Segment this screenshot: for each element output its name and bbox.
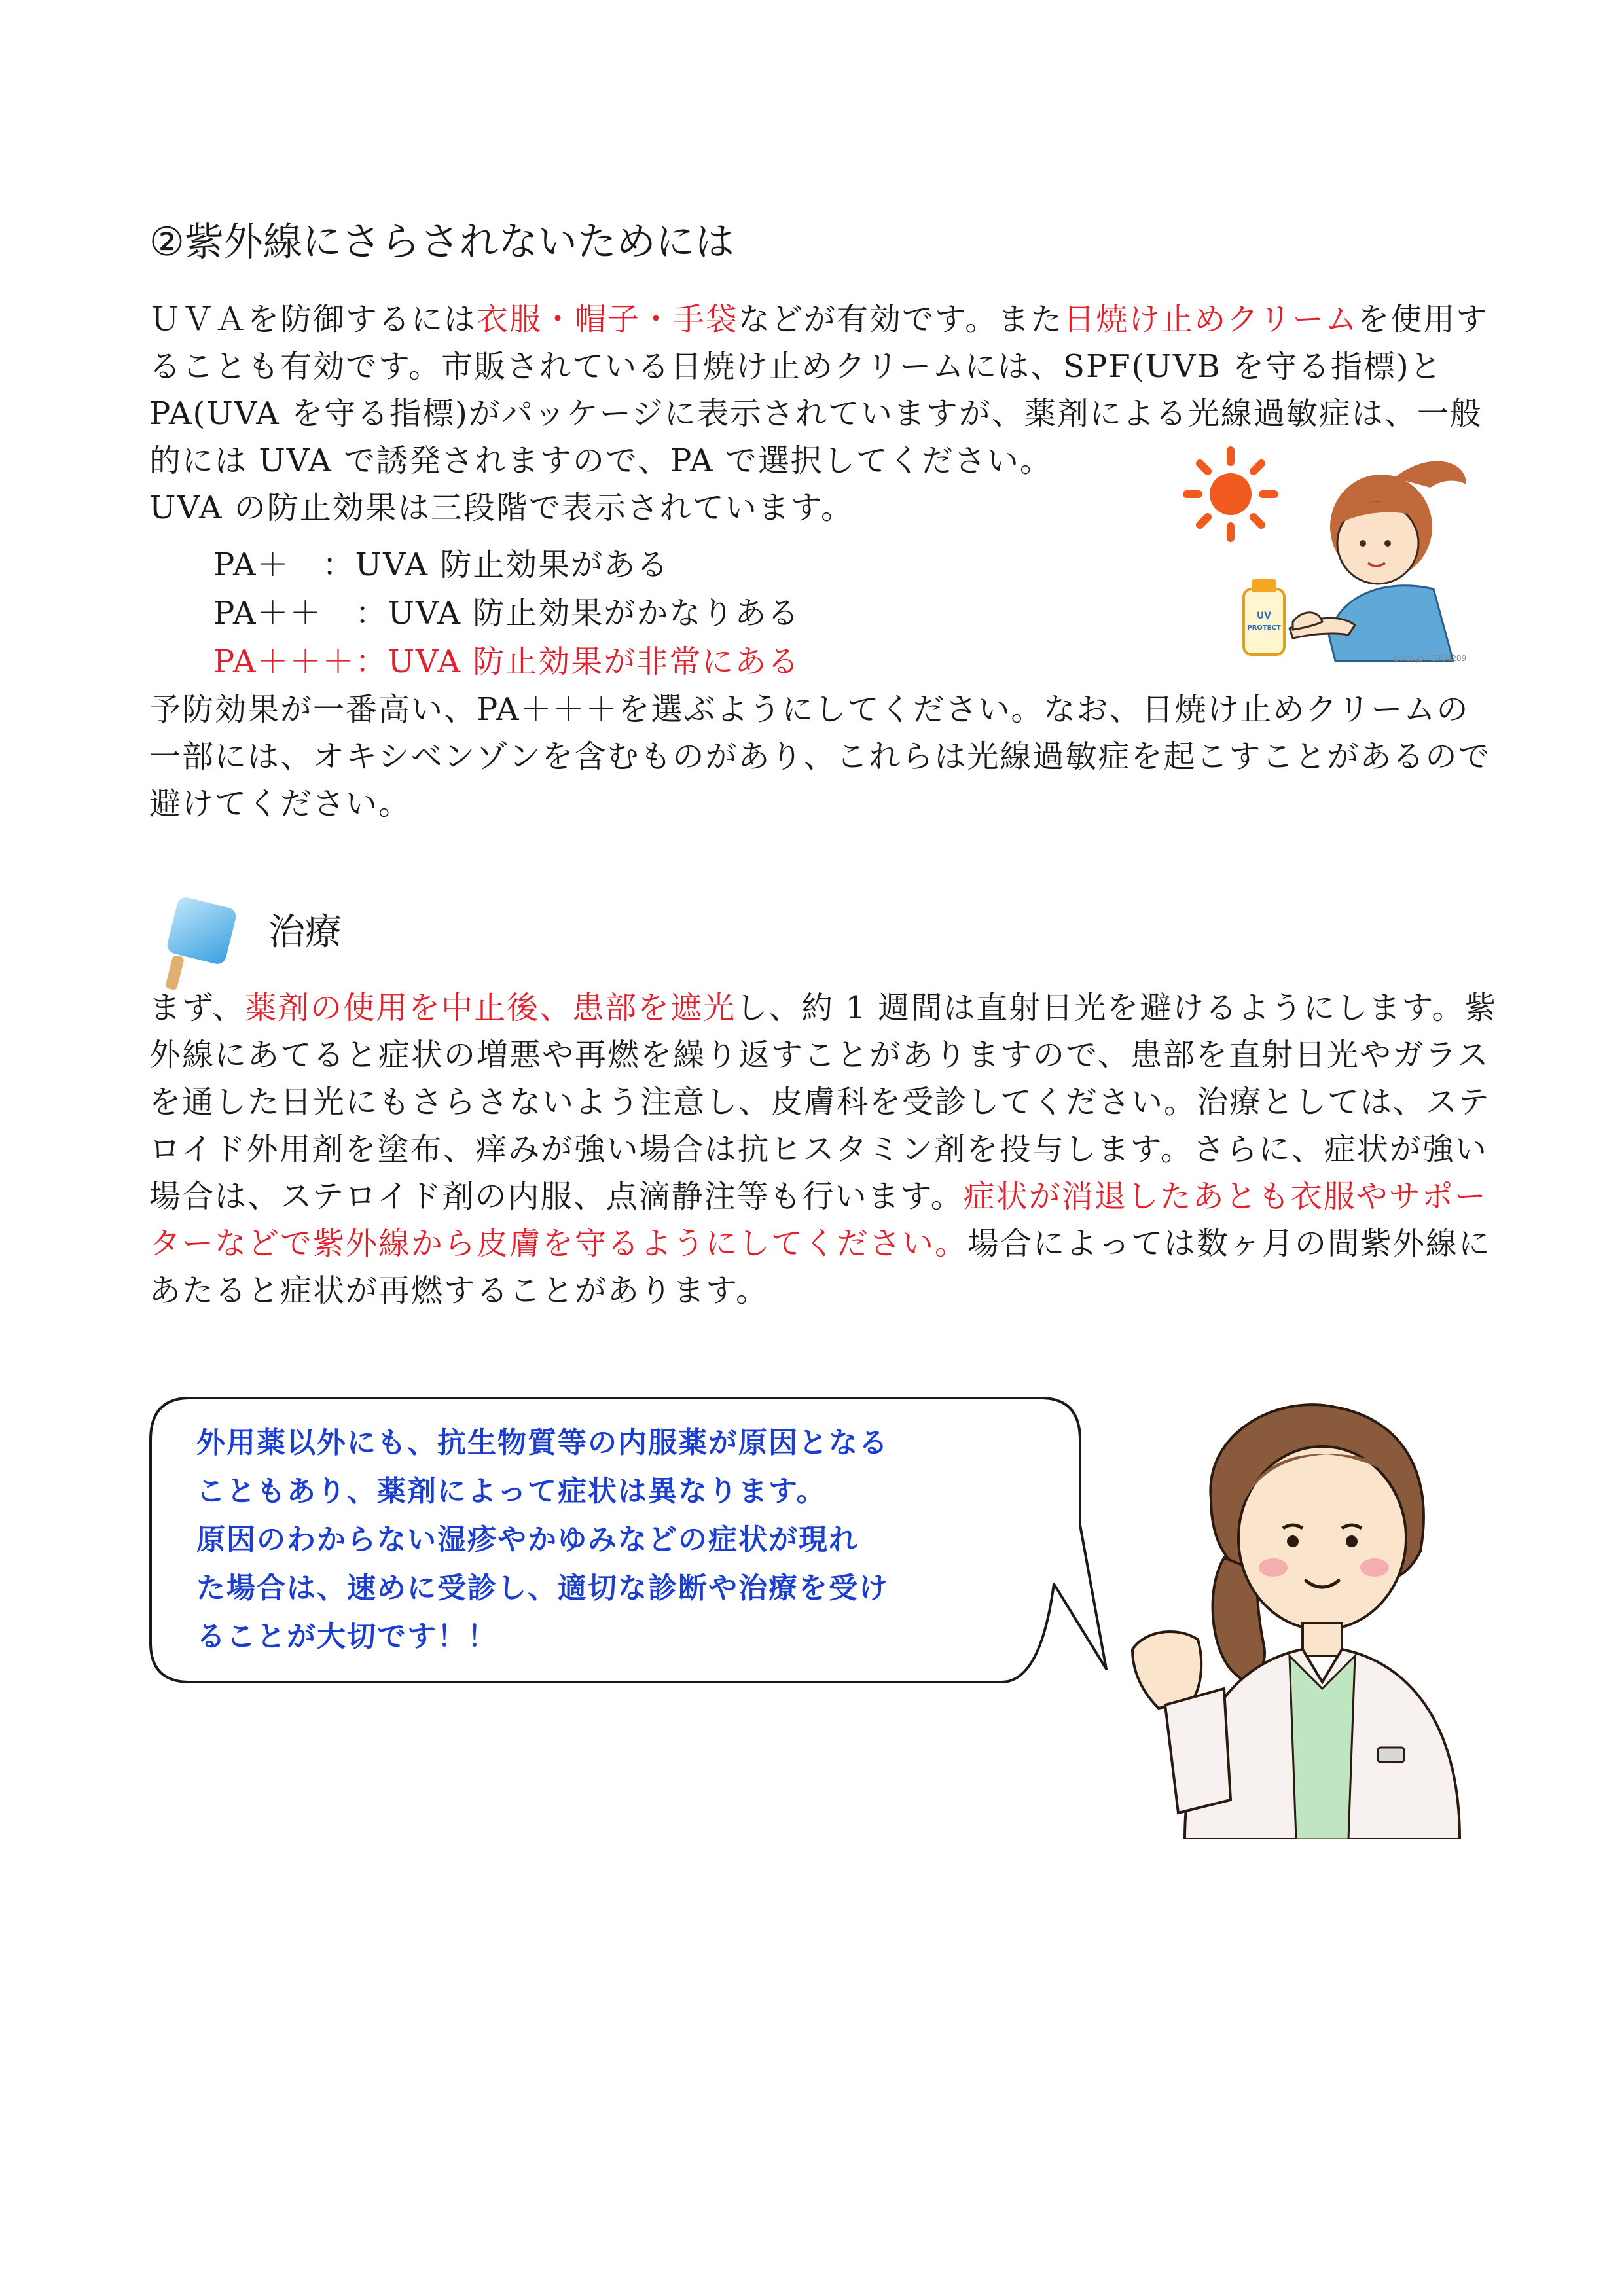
- text-line: 一部には、オキシベンゾンを含むものがあり、これらは光線過敏症を起こすことがあるので: [149, 738, 1491, 775]
- text-line: PA(UVA を守る指標)がパッケージに表示されていますが、薬剤による光線過敏症は、一般: [149, 395, 1483, 432]
- bubble-line: 原因のわからない湿疹やかゆみなどの症状が現れ: [196, 1523, 859, 1556]
- pa-level-list: [213, 541, 800, 686]
- text-line: 避けてください。: [149, 785, 412, 822]
- highlight-protect-skin: ターなどで紫外線から皮膚を守るようにしてください。: [149, 1225, 968, 1262]
- image-credit: pixta.jp - 2784209: [1394, 654, 1467, 663]
- woman-applying-sunscreen: [1290, 461, 1466, 661]
- treatment-paragraph: [149, 984, 1498, 1314]
- text-line: [149, 984, 1498, 1031]
- bubble-line: こともあり、薬剤によって症状は異なります。: [196, 1475, 827, 1508]
- uv-paragraph-2: [149, 686, 1491, 827]
- section-heading-uv: ②紫外線にさらされないためには: [149, 219, 734, 265]
- text-run: ＵＶＡを防御するには: [149, 301, 477, 338]
- text-line: 的には UVA で誘発されますので、PA で選択してください。: [149, 442, 1053, 479]
- text-line: 予防効果が一番高い、PA＋＋＋を選ぶようにしてください。なお、日焼け止めクリームの: [149, 691, 1470, 728]
- text-line: あたると症状が再燃することがあります。: [149, 1272, 769, 1309]
- highlight-stop-drug: 薬剤の使用を中止後、患部を遮光: [245, 990, 736, 1026]
- svg-text:PROTECT: PROTECT: [1247, 624, 1281, 632]
- pa-level-1: PA＋ ：UVA 防止効果がある: [213, 547, 670, 583]
- pa-level-2: PA＋＋ ：UVA 防止効果がかなりある: [213, 595, 801, 632]
- svg-text:UV: UV: [1256, 611, 1272, 621]
- text-line: UVA の防止効果は三段階で表示されています。: [149, 490, 854, 526]
- text-line: [149, 1220, 1492, 1267]
- popsicle-icon: [157, 884, 249, 995]
- section-heading-treatment: 治療: [268, 911, 342, 954]
- sunscreen-bottle-icon: [1244, 579, 1284, 655]
- text-line: [149, 296, 1489, 343]
- text-line: を通した日光にもさらさないよう注意し、皮膚科を受診してください。治療としては、ステ: [149, 1084, 1491, 1121]
- text-line: 外線にあてると症状の増悪や再燃を繰り返すことがありますので、患部を直射日光やガラス: [149, 1037, 1490, 1073]
- text-run: まず、: [149, 990, 245, 1026]
- text-line: ロイド外用剤を塗布、痒みが強い場合は抗ヒスタミン剤を投与します。さらに、症状が強い: [149, 1131, 1488, 1168]
- sunscreen-illustration: [1178, 439, 1486, 674]
- bubble-line: た場合は、速めに受診し、適切な診断や治療を受け: [196, 1571, 889, 1605]
- bubble-line: 外用薬以外にも、抗生物質等の内服薬が原因となる: [196, 1426, 889, 1460]
- highlight-protect-skin: 症状が消退したあとも衣服やサポー: [963, 1178, 1487, 1215]
- highlight-clothing: 衣服・帽子・手袋: [477, 301, 739, 338]
- text-line: ることも有効です。市販されている日焼け止めクリームには、SPF(UVB を守る指標)と: [149, 348, 1443, 385]
- text-run: を使用す: [1358, 301, 1489, 338]
- pharmacist-illustration: [1126, 1381, 1492, 1839]
- speech-bubble-text: [196, 1419, 969, 1661]
- highlight-sunscreen: 日焼け止めクリーム: [1063, 301, 1358, 338]
- sun-icon: [1187, 450, 1274, 538]
- bubble-line: ることが大切です！！: [196, 1620, 497, 1653]
- text-run: し、約 1 週間は直射日光を避けるようにします。紫: [736, 990, 1498, 1026]
- text-run: 場合によっては数ヶ月の間紫外線に: [967, 1225, 1492, 1262]
- text-run: などが有効です。また: [738, 301, 1064, 338]
- text-line: [149, 1173, 1485, 1220]
- text-run: 場合は、ステロイド剤の内服、点滴静注等も行います。: [149, 1178, 964, 1215]
- pa-level-3: PA＋＋＋：UVA 防止効果が非常にある: [213, 643, 801, 680]
